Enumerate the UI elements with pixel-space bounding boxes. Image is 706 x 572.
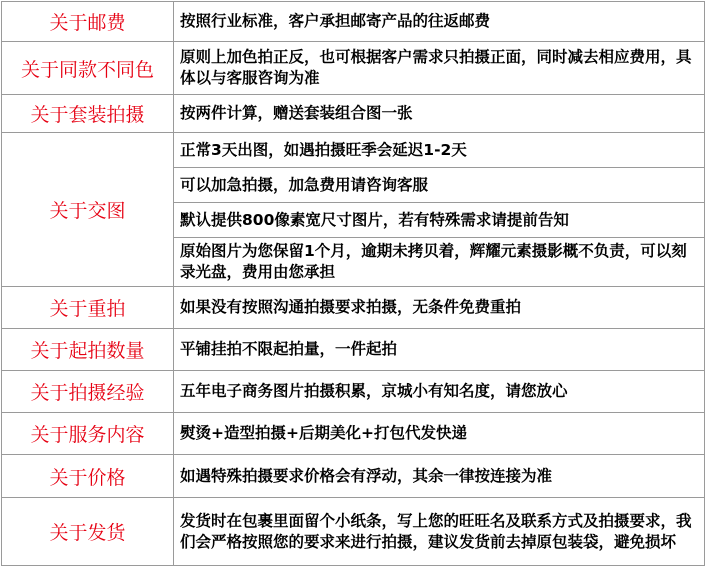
row-description: 按两件计算，赠送套装组合图一张 xyxy=(174,95,705,133)
table-row xyxy=(2,287,705,329)
row-description: 发货时在包裹里面留个小纸条，写上您的旺旺名及联系方式及拍摄要求，我们会严格按照您的要求来进行拍摄，建议发货前去掉原包装袋，避免损坏 xyxy=(174,498,705,566)
row-description: 原则上加色拍正反，也可根据客户需求只拍摄正面，同时减去相应费用，具体以与客服咨询为准 xyxy=(174,42,705,95)
table-row xyxy=(2,95,705,133)
row-description: 默认提供800像素宽尺寸图片，若有特殊需求请提前告知 xyxy=(174,203,705,238)
table-row xyxy=(2,133,705,168)
row-description: 按照行业标准，客户承担邮寄产品的往返邮费 xyxy=(174,2,705,42)
row-description: 熨烫+造型拍摄+后期美化+打包代发快递 xyxy=(174,413,705,455)
row-label: 关于拍摄经验 xyxy=(2,371,174,413)
table-row xyxy=(2,498,705,566)
row-description: 正常3天出图，如遇拍摄旺季会延迟1-2天 xyxy=(174,133,705,168)
row-label: 关于起拍数量 xyxy=(2,329,174,371)
row-label: 关于套装拍摄 xyxy=(2,95,174,133)
terms-table xyxy=(1,1,705,566)
row-label: 关于邮费 xyxy=(2,2,174,42)
row-description: 五年电子商务图片拍摄积累，京城小有知名度，请您放心 xyxy=(174,371,705,413)
row-label: 关于服务内容 xyxy=(2,413,174,455)
table-row xyxy=(2,42,705,95)
row-label: 关于同款不同色 xyxy=(2,42,174,95)
row-label: 关于价格 xyxy=(2,455,174,498)
row-description: 如果没有按照沟通拍摄要求拍摄，无条件免费重拍 xyxy=(174,287,705,329)
row-label: 关于重拍 xyxy=(2,287,174,329)
row-description: 原始图片为您保留1个月，逾期未拷贝着，辉耀元素摄影概不负责，可以刻录光盘，费用由您承担 xyxy=(174,238,705,287)
row-label: 关于交图 xyxy=(2,133,174,287)
row-description: 如遇特殊拍摄要求价格会有浮动，其余一律按连接为准 xyxy=(174,455,705,498)
row-description: 平铺挂拍不限起拍量，一件起拍 xyxy=(174,329,705,371)
table-row xyxy=(2,329,705,371)
table-row xyxy=(2,2,705,42)
row-description: 可以加急拍摄，加急费用请咨询客服 xyxy=(174,168,705,203)
table-row xyxy=(2,371,705,413)
row-label: 关于发货 xyxy=(2,498,174,566)
table-row xyxy=(2,455,705,498)
table-row xyxy=(2,413,705,455)
